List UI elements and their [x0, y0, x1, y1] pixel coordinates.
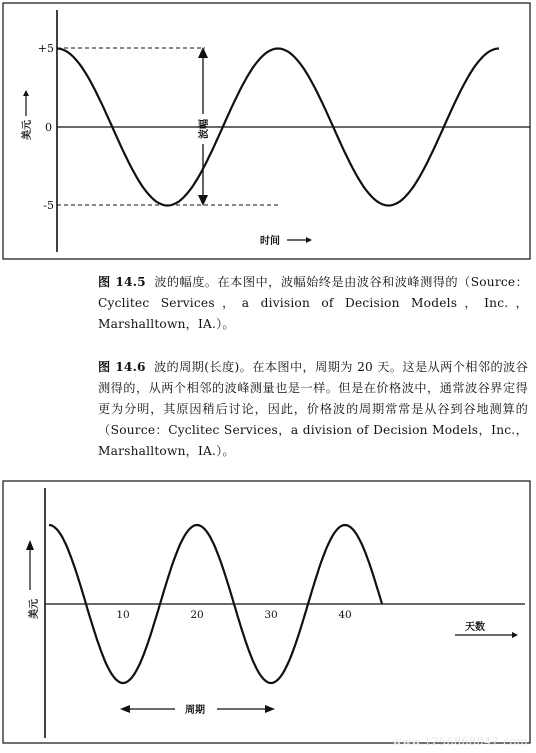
svg-text:天数: 天数 — [465, 622, 485, 633]
figure-14-5 — [0, 0, 536, 262]
arrow-down-icon — [198, 195, 208, 206]
x-axis-title — [260, 234, 312, 247]
y-tick-label: +5 — [37, 42, 54, 55]
svg-text:时间: 时间 — [260, 236, 280, 247]
x-tick-label: 20 — [190, 609, 204, 621]
x-tick-label: 40 — [338, 609, 352, 621]
period-chart — [0, 478, 536, 749]
figure-number: 图 14.5 — [98, 275, 146, 289]
y-tick-label: 0 — [45, 121, 52, 134]
arrow-up-icon — [26, 540, 34, 550]
chart-frame — [3, 3, 530, 259]
period-arrow — [120, 703, 275, 716]
arrow-left-icon — [120, 705, 130, 713]
watermark: www.1256868047.com — [392, 735, 528, 748]
x-tick-label: 30 — [264, 609, 278, 621]
svg-text:美元: 美元 — [29, 599, 40, 619]
caption-14-5 — [98, 272, 528, 335]
figure-14-6 — [0, 478, 536, 749]
amplitude-chart — [0, 0, 536, 262]
x-axis-title — [455, 620, 518, 638]
amplitude-label: 波幅 — [199, 119, 210, 139]
x-tick-label: 10 — [116, 609, 130, 621]
y-axis-title — [20, 90, 33, 140]
arrow-right-icon — [265, 705, 275, 713]
caption-text: 波的周期(长度)。在本图中，周期为 20 天。这是从两个相邻的波谷测得的，从两个相邻的波峰测量也是一样。但是在价格波中，通常波谷界定得更为分明，其原因稍后讨论，因此，价格波的周期常常是从谷到谷地测算的（Source：Cyclitec Services，a division of Decision Models，Inc.，Marshalltown，IA.）。 — [98, 360, 528, 458]
caption-text: 波的幅度。在本图中，波幅始终是由波谷和波峰测得的（Source：Cyclitec Services，a division of Decision Models，Inc.，Marshalltown，IA.）。 — [98, 275, 528, 331]
arrow-right-icon — [512, 632, 518, 638]
caption-14-6 — [98, 357, 528, 462]
arrow-up-icon — [198, 47, 208, 58]
period-label: 周期 — [185, 705, 205, 716]
svg-text:美元: 美元 — [22, 120, 33, 140]
y-axis-title — [26, 540, 40, 619]
figure-number: 图 14.6 — [98, 360, 146, 374]
y-tick-label: -5 — [43, 199, 54, 212]
